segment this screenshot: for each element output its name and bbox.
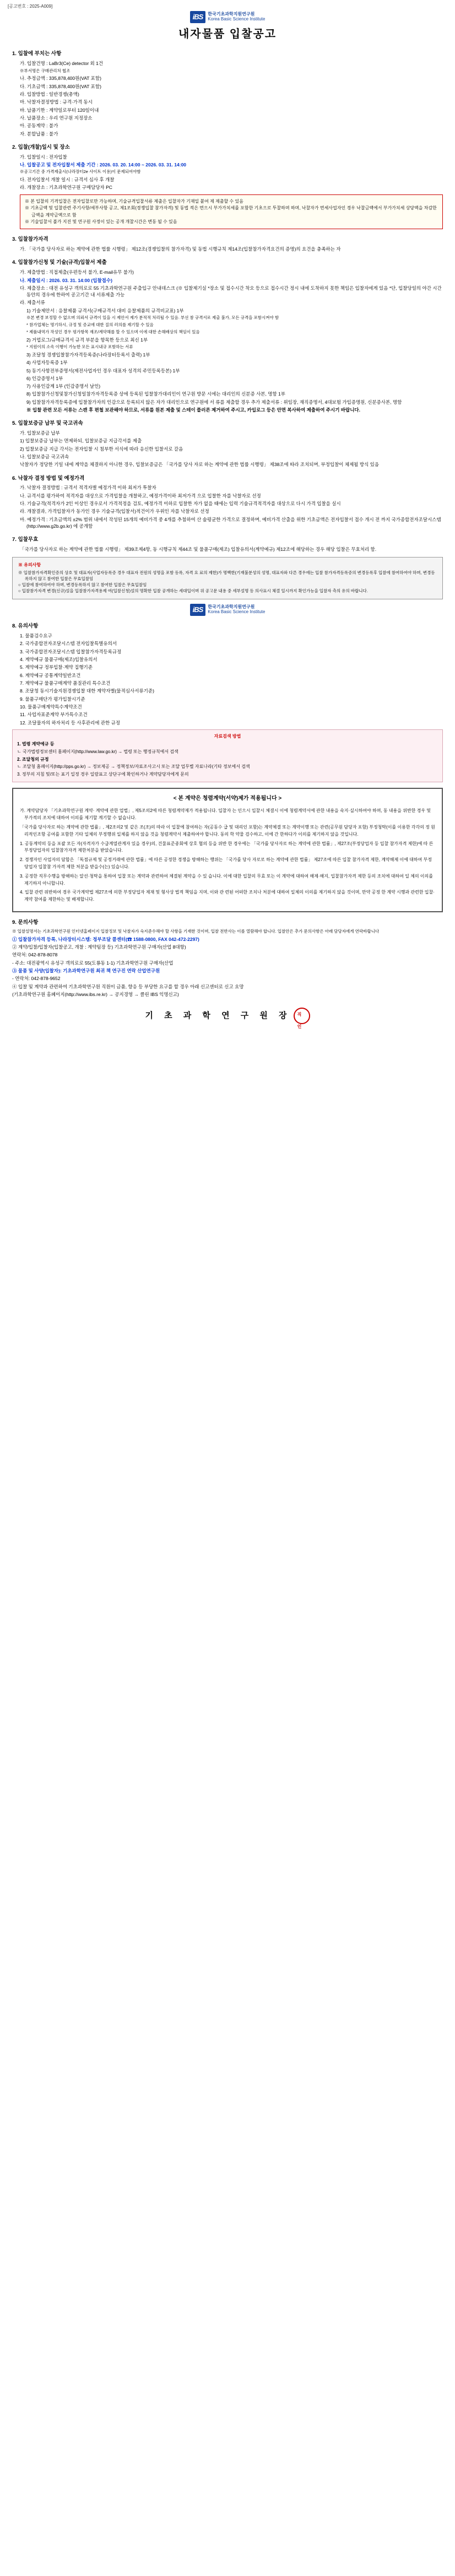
attachment-list bbox=[26, 307, 443, 414]
list-item: ※공고기간 중 가격제출시(나라장터2e 사이트 이용)이 문제되어야함 bbox=[20, 169, 141, 175]
list-item: 다. 전자입찰서 개찰 일시 : 규격서 심사 후 개찰 bbox=[20, 177, 115, 183]
reference-line: 1. 법령 계약예규 등 bbox=[17, 742, 55, 747]
section-1-items bbox=[20, 60, 443, 137]
list-item: 6. 계약예규 공통계약일반조건 bbox=[20, 672, 81, 678]
attachment-item: 9) 입찰참가자격등록증에 입찰참가자의 인감으로 등록되지 않은 자가 대리인으로 연구원에 서 류를 제출할 경우 추가 제출서류 : 위임장, 재직증명서, 4대보험 가입증명원, 신분증사본, 명함 bbox=[26, 399, 402, 405]
list-item: 9. 물품구매단가 평가입찰시기준 bbox=[20, 696, 85, 702]
notice-line: ※ 본 입찰의 기격입찰은 전자입찰로만 가능하며, 기술규격입찰서류 제출은 입찰자가 기재일 붙여 제 제출할 수 있음 bbox=[25, 198, 243, 204]
contract-paragraph: 「국가를 당사자로 하는 계약에 관한 법률」, 제2조의2 및 같은 조(조)의 따라 이 입찰에 참여하는 자(공동수 급 및 대리인 포함)는 계약체결 또는 계약이행 또는 관련(공무원 담당자 포함) 부정청탁(이를 이용한 각각의 정 원리적인조항 공여를 포함한 기타 일체의 부정행위 일체를 하지 않을 것을 청렴계약서 제출하여야 합니다. 동의 학 약물 검수하고, 이에 간 한하다가 이의를 제기하지 않을 것입니다. bbox=[20, 825, 435, 837]
document-body bbox=[0, 50, 455, 1037]
notice-line: ○ 입찰참가자격 변경(신규)설을 입찰참가자격용제 여(입찰신청)설의 명확한 입찰 공개하는 세대입이며 위 공고문 내용 중 세부설명 등 의사표시 체결 일시까지 확인가능을 입찰자 측의 유의 바랍니다. bbox=[18, 588, 368, 593]
section-3-heading: 3. 입찰참가자격 bbox=[12, 236, 48, 243]
org-name-en: Korea Basic Science Institute bbox=[208, 17, 266, 22]
list-item: 아. 공동계약 : 불가 bbox=[20, 123, 58, 129]
notice-block-title: ※ 유의사항 bbox=[18, 562, 41, 568]
section-5-heading: 5. 입찰보증금 납부 및 국고귀속 bbox=[12, 420, 83, 427]
contact-contract-team: ② 계약/입찰/입찰자(입찰공고, 개찰 : 계약팀장 등) 기초과학연구원 구매자(산업 8대항) bbox=[12, 944, 186, 950]
attachment-item: 7) 사용인감계 1부 (인감증명서 날인) bbox=[26, 383, 101, 389]
section-6-heading: 6. 낙찰자 결정 방법 및 예정가격 bbox=[12, 475, 85, 481]
list-item: 1. 물품검수요구 bbox=[20, 633, 52, 639]
list-item: 10. 물품구매계약특수계약조건 bbox=[20, 703, 82, 710]
submission-datetime: 나. 제출일시 : 2026. 03. 31. 14:00 (입찰접수) bbox=[20, 277, 112, 283]
section-8-heading: 8. 유의사항 bbox=[12, 623, 39, 630]
list-item: 사. 납품장소 : 우리 연구원 지정장소 bbox=[20, 115, 93, 121]
section-2-notice bbox=[20, 194, 443, 230]
notice-line: ○ 입찰에 참여하여야 하며, 변경등록하지 않고 참여한 입찰은 무효입찰임 bbox=[18, 582, 147, 587]
list-item: 낙찰자가 정당한 기일 내에 계약을 체결하지 아니한 경우, 입찰보증금은 「국가를 당사 자로 하는 계약에 관한 법률 시행령」 제38조에 따라 조치되며, 부정입찰이 체제될 방식 있음 bbox=[20, 462, 380, 468]
contact-spec-team: ③ 물품 및 사양(입찰자): 기초과학연구원 최귀 책 연구진 연락 산업연구원 bbox=[12, 967, 160, 973]
attachment-item: 4) 사업자등록증 1부 bbox=[26, 360, 68, 366]
org-name-kr: 한국기초과학지원연구원 bbox=[208, 12, 255, 17]
org-logo-mid bbox=[12, 604, 443, 616]
list-item: 가. 제출방법 : 직접제출(우편등서 불가, E-mail유무 불가) bbox=[20, 269, 134, 275]
list-item: 7. 계약예규 물품구매계약 품질관리 특수조건 bbox=[20, 680, 111, 686]
reference-line: 3. 정부의 지침 및/또는 표기 일정 경우 일람표고 상단구에 확인하거나 계약담당자에게 문의 bbox=[17, 771, 189, 777]
report-center: ④ 입찰 및 계약과 관련하여 기초과학연구원 직원이 금품, 향응 등 부당한 요구를 할 경우 아래 신고센터로 신고 요망 bbox=[12, 983, 244, 989]
contact-phone: 연락처: 042-878-8078 bbox=[12, 952, 58, 958]
list-item: 2) 입찰보증금 지급 각서는 전자입찰 시 첨부한 서식에 따라 응신한 입찰서로 갈음 bbox=[20, 446, 183, 452]
clean-contract-title: < 본 계약은 청렴계약(서약)제가 적용됩니다 > bbox=[173, 795, 282, 802]
notice-line: ※ 기초금액 및 입찰관련 주기사항/세부사항 공고, 제1조회(경쟁입찰 참가자격) 및 동법 적은 면으시 부가가치세를 포함한 기초으로 투찰하며 하며, 낙찰자가 면세사업자인 경우 낙찰금액에서 부가가치세 상당액을 차감한 금액을 계약금액으로 함 bbox=[25, 205, 437, 218]
list-item: 마. 예정가격 : 기초금액의 ±2% 범위 내에서 작성된 15개의 예비가격 중 4개를 추첨하여 산 술평균한 가격으로 결정하며, 예비가격 산출을 위한 기초금액은 전자입찰서 접수 개시 전 까지 국가종합전자조달시스템(http://www.g2b.go.kr) 에 공개함 bbox=[20, 516, 441, 529]
report-center-url: (기초과학연구원 홈페이지(http://www.ibs.re.kr) → 공지경영 → 클린 IBS 익명신고) bbox=[12, 991, 179, 997]
org-logo-header bbox=[0, 11, 455, 24]
reference-methods-box bbox=[12, 729, 443, 783]
attachment-item: 8) 입찰참가신청및참가신청일참가자격등록증 상에 등록된 입찰참가대리인이 연구원 방문 시에는 대리인의 신분증 사본, 명함 1부 bbox=[26, 391, 285, 397]
attachment-item: ※본 변경 보정할 수 없으며 의뢰서 규격이 있을 시 제안서 제가 분적적 처리될 수 있음. 부선 참 규격서로 제출 불가, 모든 규격을 포함시켜야 함 bbox=[26, 315, 279, 321]
list-item: 5. 계약예규 정부입찰·계약 집행기준 bbox=[20, 664, 93, 670]
list-item: 나. 입찰보증금 국고귀속 bbox=[20, 454, 69, 460]
list-item: 3. 국가종합전자조달시스템 입찰참가자격등록규정 bbox=[20, 648, 122, 654]
list-item: 8. 조달청 동시기술지원경쟁입찰 대한 계약자별(물적심사서류기준) bbox=[20, 688, 154, 694]
section-7-heading: 7. 입찰무효 bbox=[12, 537, 39, 543]
reference-line: ㄴ 국가법령정보센터 홈페이지(http://www.law.go.kr) → 법령 또는 행정규칙에서 검색 bbox=[17, 749, 178, 755]
signature-line: 기 초 과 학 연 구 원 장 직인 bbox=[12, 1008, 443, 1024]
section-7-items bbox=[20, 546, 443, 553]
page-title: 내자물품 입찰공고 bbox=[178, 28, 277, 41]
list-item: 라. 입찰방법 : 일반경쟁(총액) bbox=[20, 91, 79, 98]
list-item: 라. 개찰장소 : 기초과학연구원 구매담당자 PC bbox=[20, 185, 112, 191]
clean-contract-box bbox=[12, 788, 443, 912]
section-9-items bbox=[12, 929, 443, 998]
document-page bbox=[0, 0, 455, 1037]
attachment-item: * 제품내역가 작성인 경우 평가항목 재조/계약해를 할 수 있으며 이에 대한 손해배상의 책임이 있음 bbox=[26, 329, 200, 334]
list-item: 나. 규격서를 평가하여 적격자를 대상으로 가격입찰을 개찰하고, 예정가격이하 최저가격 으로 입찰한 자를 낙찰자로 선정 bbox=[20, 493, 261, 499]
list-item: 가. 낙찰자 결정방법 : 규격서 적격자별 예정가격 이하 최저가 투찰자 bbox=[20, 485, 156, 491]
attachment-item: * 참가업체는 명기하시, 규정 및 증교에 대한 질의 러의를 제기할 수 있음 bbox=[26, 322, 154, 327]
list-item: 다. 기초금액 : 335,878,400원(VAT 포함) bbox=[20, 83, 101, 89]
reference-box-title: 자료검색 방법 bbox=[214, 733, 241, 739]
contract-paragraph: 가. 계약담당자 「기초과학연구원 계약· 계약에 관한 업법」, 제5조의2에 따른 청렴계약제가 적용됩니다. 입찰자 는 인으시 입찰시 체결시 이에 청렴계약서에 관한 내용을 숙지·실시하여야 하며, 동 내용을 위반한 경우 및 부가적의 조치에 대하여 이의를 제기할 계기할 수 없습니다. bbox=[20, 808, 431, 821]
section-6-items bbox=[20, 484, 443, 529]
attachment-item: 3) 조달청 경쟁입찰참가자격등록증(나라장터등록서 출력) 1부 bbox=[26, 351, 150, 358]
reference-line: ㄴ 조달청 홈페이지(http://pps.go.kr) → 정보제공 → 정책정보/자료조사고시 또는 조달 업무별 자료나라(기타 정보에서 검색 bbox=[17, 764, 250, 770]
list-item: 라. 제출서류 bbox=[20, 300, 45, 306]
section-5-items bbox=[20, 430, 443, 468]
list-item: 11. 사업자표준계약 부가특수조건 bbox=[20, 712, 88, 718]
list-item: 가. 「국가를 당사자로 하는 계약에 관한 법률 시행령」 제12조(경쟁입찰의 참가자격) 및 동법 시행규칙 제14조(입찰참가자격요건의 증명)의 요건을 충족하는 자 bbox=[20, 246, 341, 252]
list-item: 자. 분할납품 : 불가 bbox=[20, 131, 58, 137]
notice-line: ※ 입찰참가자격확인증의 상호 및 대표자(사업자등록증 경우 대표자 전원의 성명을 포함 등록, 자격 요 료의 제한)가 명백한(기재불분성의 성명, 대표자와 다른 경우에는 입찰 참가자격등록증의 변경등록후 입찰에 참여하여야 하며, 변경등록하지 않고 참여한 입찰은 무효입찰임 bbox=[18, 570, 435, 581]
list-item: 바. 납품기한 : 계약일로부터 120일이내 bbox=[20, 107, 99, 113]
list-item: 가. 입찰일시 : 전자입찰 bbox=[20, 154, 67, 160]
bid-period: 나. 입찰공고 및 전자입찰서 제출 기간 : 2026. 03. 20. 14:00 ~ 2026. 03. 31. 14:00 bbox=[20, 161, 187, 167]
list-item: 라. 개찰결과, 가격입찰자가 동가인 경우 기술규격(입찰서)적건이가 우위인 자를 낙찰자로 선정 bbox=[20, 508, 209, 515]
section-4-heading: 4. 입찰참가신청 및 기술(규격)입찰서 제출 bbox=[12, 259, 107, 266]
ibs-logo-mark: iBS bbox=[190, 11, 206, 24]
notice-block-8 bbox=[12, 557, 443, 599]
section-1-heading: 1. 입찰에 부치는 사항 bbox=[12, 51, 62, 57]
section-2-heading: 2. 입찰(개찰)일시 및 장소 bbox=[12, 144, 70, 150]
attachment-item: 5) 동기사항전부증명서(제전사업자인 경우 대표자 성격의 주민등록등본) 1부 bbox=[26, 367, 180, 374]
list-item: 1) 입찰보증금 납부는 면제하되, 입찰보증금 지급각서를 제출 bbox=[20, 438, 142, 444]
contact-address: - 주소: 대전광역시 유성구 객의로로 55(도룡동 1-1) 기초과학연구원 구매자(산업 bbox=[12, 960, 174, 966]
attachment-item: 1) 기술제안서 : 응찰제품 규격서(구매규격서 대비 응찰제품의 규격비교표) 1부 bbox=[26, 307, 184, 313]
list-item: 가. 입찰보증금 납부 bbox=[20, 430, 60, 436]
reference-line: 2. 조달청의 규정 bbox=[17, 756, 49, 762]
section-9-heading: 9. 문의사항 bbox=[12, 919, 39, 926]
section-4-items bbox=[20, 269, 443, 306]
contract-paragraph: 2. 경쟁자인 사업자의 담합은 「독점규제 및 공정거래에 관한 법률」에 따른 공정한 경쟁을 방해하는 행위는 「국가를 당사 자로로 하는 계약에 관한 법률」 제27조에 따른 입찰 참가자격 제한, 계약해제 이에 대하여 부정당업자 입찰참 가자격 제한 처분을 받을수(는) 있습니다. bbox=[20, 857, 432, 870]
list-item: ※부서명은 구매관리처 협조 bbox=[20, 68, 71, 73]
attachment-item: 2) 거업로그/규매규격서 규격 부분을 항목한 등으로 최신 1부 bbox=[26, 337, 148, 343]
list-item: 나. 추정금액 : 335,878,400원(VAT 포함) bbox=[20, 75, 101, 82]
document-number: [공고번호 : 2025-A009] bbox=[8, 4, 53, 9]
list-item: 2. 국가종합전자조달시스템 전자입찰특별유의서 bbox=[20, 641, 117, 647]
attachment-item: * 지원이의 소속 이행이 가능한 모든 표시내규 포함하는 서류 bbox=[26, 344, 133, 349]
list-item: ※ 입찰설명서는 기초과학연구원 인터넷홈페이지 입찰정보 및 낙찰자가 숙지준수해야 할 사항을 기재한 것이며, 입찰 전반사는 이를 열람해야 합니다. 입찰안은 추가 문의사항은 아래 담당자에게 연락바랍니다 bbox=[12, 928, 380, 934]
precaution-list bbox=[20, 632, 443, 726]
list-item: 마. 낙찰자결정방법 : 규격·가격 동시 bbox=[20, 99, 93, 105]
list-item: 다. 제출장소 : 대전 유성구 객의로로 55 기초과학연구원 주출입구 안내데스크 (※ 입찰제기실 *장소 및 접수시간 착오 등으로 접수시간 정시 내에 도착하지 못한 책임은 입찰자에게 있음 *단, 입찰당일의 야간 시간 동안의 경우에 한하여 공고기간 내 서류제출 가능 bbox=[20, 285, 442, 298]
attachment-item: 6) 인감증명서 1부 bbox=[26, 375, 63, 381]
contact-g2b: ① 입찰참가자격 등록, 나라장터시스템: 정부조달 콜센터(☎ 1588-0800, FAX 042-472-2297) bbox=[12, 936, 199, 942]
list-item: 12. 조달물자의 하자처리 등 사후관리에 관한 규정 bbox=[20, 719, 120, 726]
contract-paragraph: 1. 공동계약의 등을 포괄 모든 자(자격자가 수급계열관계자 있을 경우)의, 건물표준종회에 상호 협의 등을 위반 한 경우에는 「국가를 당사자로 하는 계약에 관한 법률」, 제27조(부정당업자 등 입찰 참가자격 제한)에 따 른 부정당업자의 입찰참가자격 제한처분을 받았습니다. bbox=[20, 841, 434, 853]
notice-line: ※ 기술입찰서 불가 지진 및 연구원 사정이 있는 공개 개찰시간은 변동 될 수 있음 bbox=[25, 219, 177, 224]
ibs-logo-mark: iBS bbox=[190, 604, 206, 616]
section-2-items bbox=[20, 154, 443, 191]
org-name-en: Korea Basic Science Institute bbox=[208, 609, 266, 614]
list-item: 4. 계약예규 물품구매(제조)입찰유의서 bbox=[20, 657, 98, 663]
list-item: 가. 입찰건명 : LaBr3(Ce) detector 외 1건 bbox=[20, 61, 104, 67]
org-name-kr: 한국기초과학지원연구원 bbox=[208, 604, 255, 610]
list-item: 다. 기술규격(적격자가 2인 이상인 경우로서 가격적정을 검토, 예정가격 이하로 입찰한 자가 없을 때에는 입력 기술규격적격자를 대상으로 다시 가격 입찰을 실시 bbox=[20, 501, 341, 507]
list-item: 「국가를 당사자로 하는 계약에 관한 법률 시행령」 제39조제4항, 동 시행규칙 제44조 및 물품구매(제조) 입찰유의서(계약예규) 제12조에 해당하는 경우 해당 입찰은 무효처리 함. bbox=[20, 546, 377, 553]
section-3-items bbox=[20, 246, 443, 252]
contact-phone-2: - 연락처: 042-878-9652 bbox=[12, 976, 61, 982]
attachment-note: ※ 입찰 관련 모든 서류는 스캔 후 편철 보관해야 하므로, 서류를 원본 제출 및 스테이 플러른 제거하여 주시고, 카입로그 등은 안면 복사하여 제출하여 주시기 바랍니다. bbox=[26, 407, 360, 413]
official-seal: 직인 bbox=[294, 1008, 310, 1024]
contract-paragraph: 4. 입찰 관련 위반하여 경우 국가계약법 제27조에 의한 부정당업자 제재 및 형사상 법적 책임을 지며, 이와 관 련된 어떠한 조치나 처분에 대하여 일체의 이의를 제기하지 않을 것이며, 만약 공정 한 계약 시행과 관련한 입찰·계약 참여를 제한하는 및 배제합니다. bbox=[20, 890, 435, 902]
contract-paragraph: 3. 공정한 직무수행을 방해하는 알선·청탁을 통하여 입찰 또는 계약과 관련하여 체결된 계약을 수 있 습니다. 이에 대한 입찰의 무효 또는 이 계약에 대하여 해제·해지, 입찰참가자격 제한 등의 조치에 대하여 일 체의 이의를 제기하지 아니합니다. bbox=[20, 873, 433, 886]
